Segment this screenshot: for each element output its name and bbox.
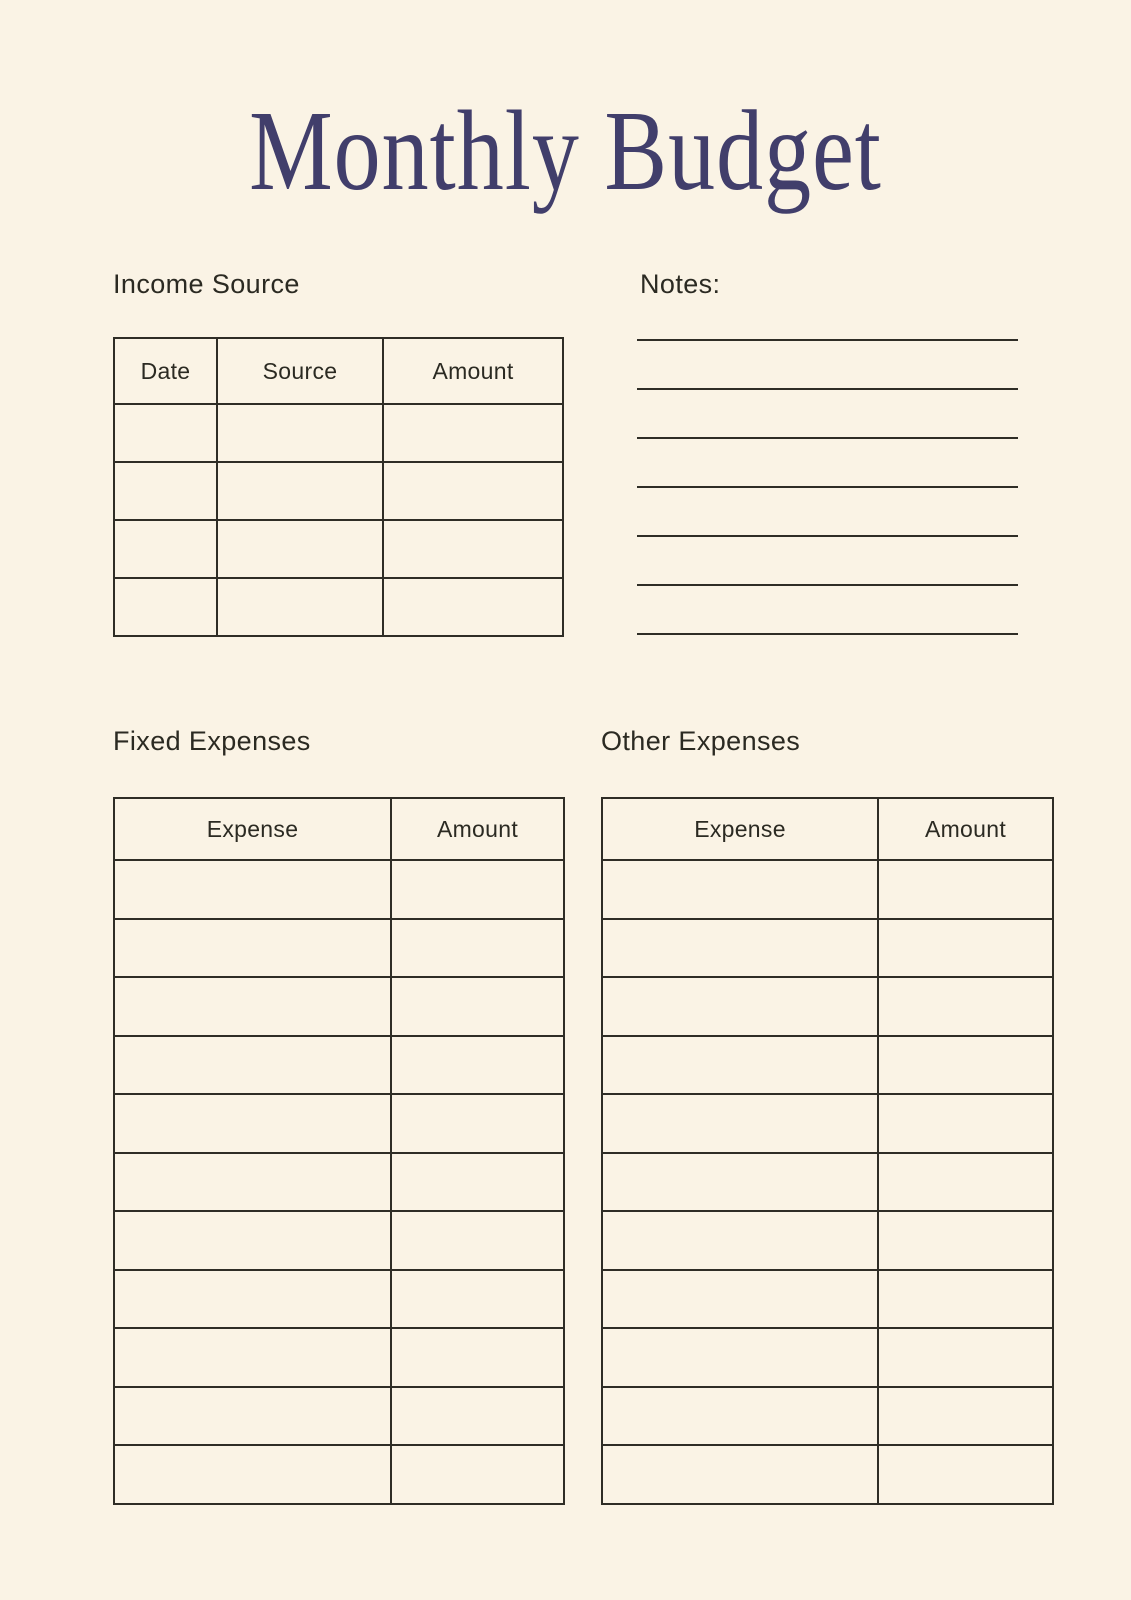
empty-cell <box>114 520 217 578</box>
income-col-amount: Amount <box>383 338 563 404</box>
empty-cell <box>114 919 391 978</box>
empty-cell <box>391 1211 564 1270</box>
note-ruled-line <box>637 537 1018 586</box>
empty-cell <box>114 1270 391 1329</box>
fixed-expenses-header-row <box>114 798 564 860</box>
income-section-heading: Income Source <box>113 269 300 299</box>
empty-cell <box>878 1328 1053 1387</box>
income-col-date: Date <box>114 338 217 404</box>
empty-table-row <box>114 404 563 462</box>
other-expenses-col-expense: Expense <box>602 798 878 860</box>
empty-cell <box>878 1036 1053 1095</box>
empty-cell <box>114 462 217 520</box>
note-ruled-line <box>637 488 1018 537</box>
notes-section-heading: Notes: <box>640 269 721 299</box>
fixed-expenses-table <box>113 797 565 1505</box>
empty-table-row <box>602 1211 1053 1270</box>
empty-cell <box>602 977 878 1036</box>
empty-table-row <box>114 860 564 919</box>
empty-cell <box>878 1387 1053 1446</box>
note-ruled-line <box>637 292 1018 341</box>
empty-table-row <box>114 520 563 578</box>
empty-table-row <box>114 1153 564 1212</box>
empty-table-row <box>602 1094 1053 1153</box>
empty-cell <box>602 1211 878 1270</box>
empty-cell <box>878 1211 1053 1270</box>
empty-cell <box>217 578 383 636</box>
other-expenses-col-amount: Amount <box>878 798 1053 860</box>
empty-cell <box>391 1036 564 1095</box>
empty-table-row <box>602 1328 1053 1387</box>
empty-cell <box>391 1153 564 1212</box>
empty-cell <box>383 404 563 462</box>
empty-cell <box>602 860 878 919</box>
fixed-expenses-col-expense: Expense <box>114 798 391 860</box>
other-expenses-section-heading: Other Expenses <box>601 726 801 756</box>
empty-cell <box>217 462 383 520</box>
empty-table-row <box>114 578 563 636</box>
empty-cell <box>391 977 564 1036</box>
empty-cell <box>217 520 383 578</box>
empty-table-row <box>114 1211 564 1270</box>
income-col-source: Source <box>217 338 383 404</box>
page-title: Monthly Budget <box>249 87 882 215</box>
empty-table-row <box>602 1387 1053 1446</box>
empty-cell <box>114 1036 391 1095</box>
empty-table-row <box>114 1387 564 1446</box>
empty-cell <box>391 860 564 919</box>
empty-table-row <box>602 1270 1053 1329</box>
other-expenses-header-row <box>602 798 1053 860</box>
other-expenses-table <box>601 797 1054 1505</box>
empty-cell <box>114 1094 391 1153</box>
empty-cell <box>114 404 217 462</box>
empty-cell <box>391 1387 564 1446</box>
empty-cell <box>878 1445 1053 1504</box>
empty-cell <box>114 1328 391 1387</box>
empty-cell <box>878 860 1053 919</box>
empty-cell <box>391 1445 564 1504</box>
empty-table-row <box>114 462 563 520</box>
empty-cell <box>217 404 383 462</box>
empty-cell <box>878 1094 1053 1153</box>
empty-table-row <box>114 1445 564 1504</box>
empty-table-row <box>114 1094 564 1153</box>
empty-cell <box>602 1036 878 1095</box>
empty-cell <box>602 1094 878 1153</box>
empty-cell <box>114 1445 391 1504</box>
empty-cell <box>878 1153 1053 1212</box>
empty-cell <box>391 919 564 978</box>
empty-table-row <box>602 919 1053 978</box>
empty-table-row <box>602 860 1053 919</box>
empty-cell <box>114 977 391 1036</box>
notes-lines <box>637 292 1018 635</box>
empty-cell <box>878 977 1053 1036</box>
empty-cell <box>602 1328 878 1387</box>
empty-cell <box>602 919 878 978</box>
income-header-row <box>114 338 563 404</box>
empty-cell <box>114 1153 391 1212</box>
empty-table-row <box>114 1036 564 1095</box>
empty-cell <box>391 1328 564 1387</box>
note-ruled-line <box>637 439 1018 488</box>
empty-cell <box>383 462 563 520</box>
note-ruled-line <box>637 341 1018 390</box>
income-table <box>113 337 564 637</box>
empty-cell <box>391 1094 564 1153</box>
empty-table-row <box>114 1270 564 1329</box>
empty-table-row <box>114 977 564 1036</box>
empty-cell <box>114 578 217 636</box>
empty-table-row <box>602 1153 1053 1212</box>
empty-cell <box>602 1153 878 1212</box>
empty-table-row <box>602 1445 1053 1504</box>
empty-cell <box>114 1387 391 1446</box>
empty-cell <box>602 1270 878 1329</box>
fixed-expenses-col-amount: Amount <box>391 798 564 860</box>
empty-cell <box>602 1445 878 1504</box>
empty-cell <box>383 578 563 636</box>
empty-cell <box>878 1270 1053 1329</box>
empty-table-row <box>602 1036 1053 1095</box>
empty-table-row <box>114 919 564 978</box>
empty-cell <box>383 520 563 578</box>
fixed-expenses-section-heading: Fixed Expenses <box>113 726 311 756</box>
empty-cell <box>114 860 391 919</box>
empty-cell <box>878 919 1053 978</box>
empty-cell <box>391 1270 564 1329</box>
note-ruled-line <box>637 390 1018 439</box>
empty-cell <box>602 1387 878 1446</box>
empty-cell <box>114 1211 391 1270</box>
empty-table-row <box>114 1328 564 1387</box>
note-ruled-line <box>637 586 1018 635</box>
empty-table-row <box>602 977 1053 1036</box>
